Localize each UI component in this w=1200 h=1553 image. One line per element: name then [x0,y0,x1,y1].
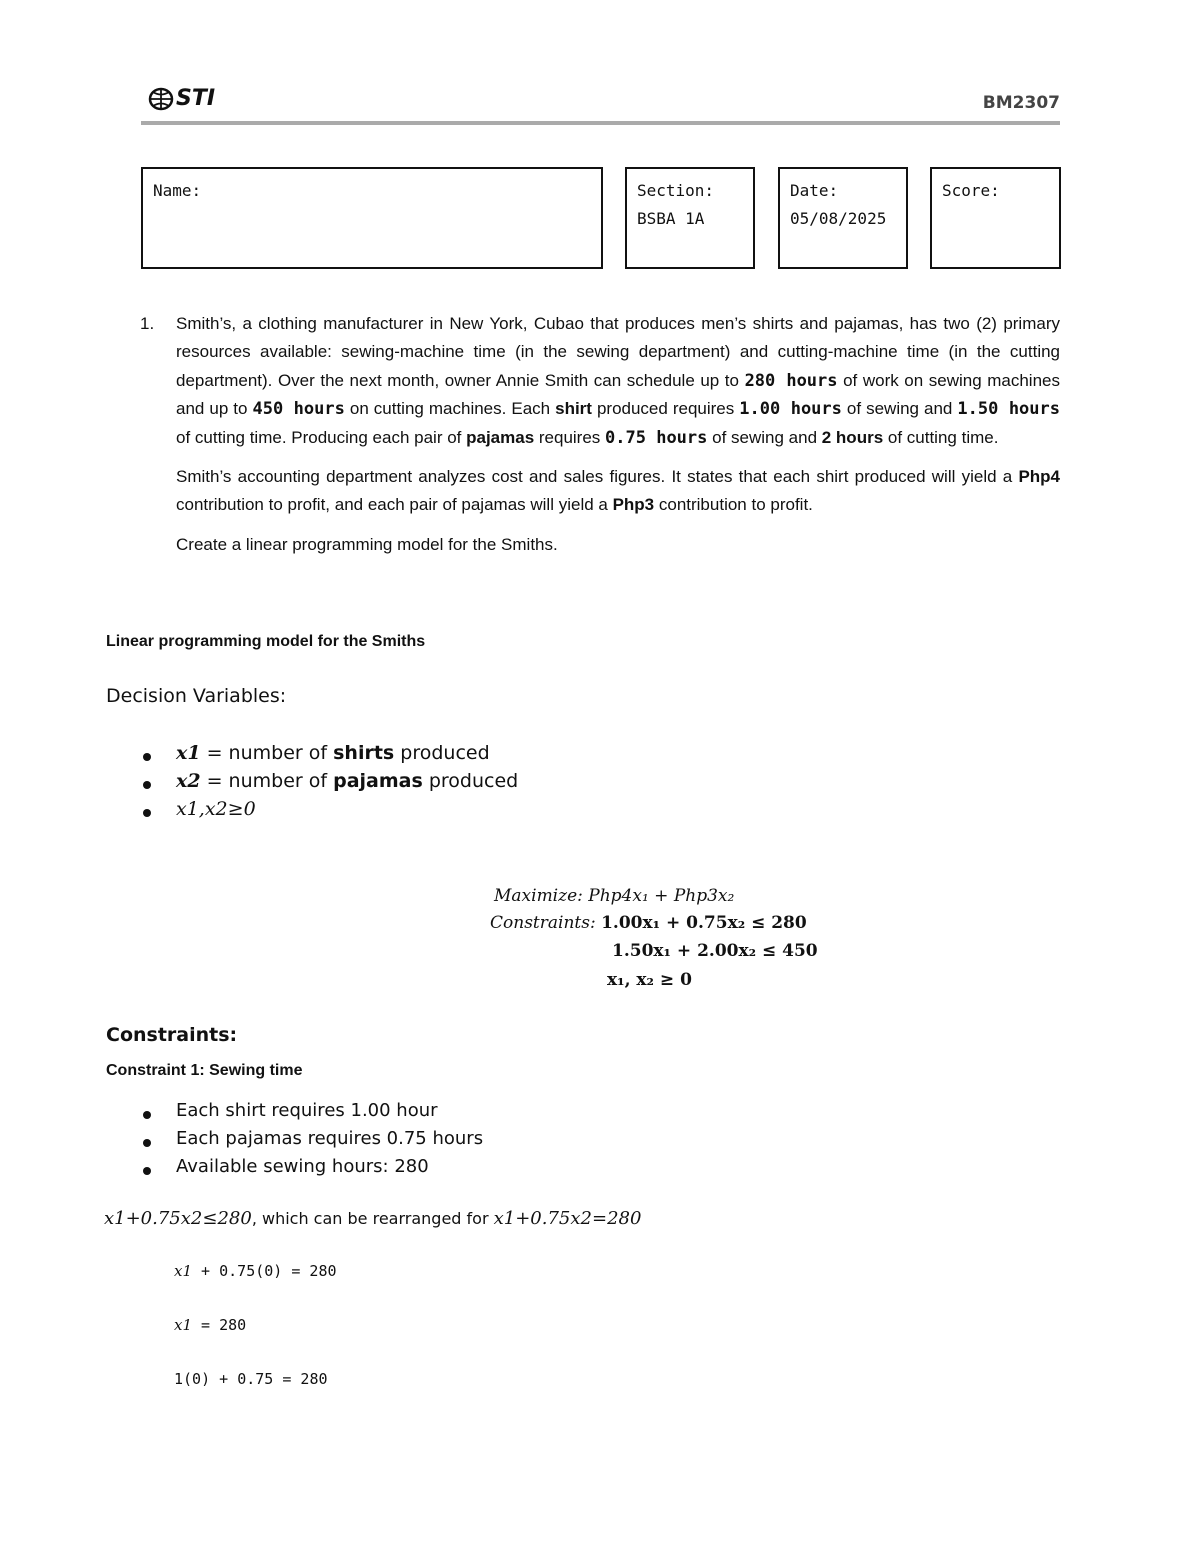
header-divider [141,121,1060,125]
constraint-equation-2: 1.50x₁ + 2.00x₂ ≤ 450 [612,941,818,961]
globe-icon [148,87,174,111]
work-line-3: 1(0) + 0.75 = 280 [174,1370,328,1388]
question-paragraph-1: Smith’s, a clothing manufacturer in New York, Cubao that produces men’s shirts and pajamas, has two (2) primary resources available: sewing-machine time (in the sewing department) and cutting-machine time (in the cutting department). Over the next month, owner Annie Smith can schedule up to 280 hours of work on sewing machines and up to 450 hours on cutting machines. Each shirt produced requires 1.00 hours of sewing and 1.50 hours of cutting time. Producing each pair of pajamas requires 0.75 hours of sewing and 2 hours of cutting time. [176,314,1061,448]
question-paragraph-2: Smith’s accounting department analyzes cost and sales figures. It states that each shirt produced will yield a Php4 contribution to profit, and each pair of pajamas will yield a Php3 contribution to profit. [176,467,1060,515]
model-heading: Linear programming model for the Smiths [106,633,426,650]
question-number: 1. [140,314,155,333]
rearrange-line: x1+0.75x2≤280, which can be rearranged for x1+0.75x2=280 [104,1208,642,1229]
document-code: BM2307 [982,93,1060,113]
list-item: x1,x2≥0 [140,798,518,826]
score-label: Score: [942,181,1000,200]
objective-function: Maximize: Php4x₁ + Php3x₂ [494,886,735,906]
constraint-equation-1: Constraints: 1.00x₁ + 0.75x₂ ≤ 280 [490,913,807,933]
bullet-icon [143,809,151,817]
bullet-icon [143,1139,151,1147]
date-value: 05/08/2025 [790,209,887,228]
date-box[interactable] [778,167,908,269]
constraint-1-list [140,1100,483,1184]
bullet-icon [143,753,151,761]
list-item: Available sewing hours: 280 [140,1156,483,1184]
work-line-2: x1 = 280 [174,1316,247,1334]
decision-variables-title: Decision Variables: [106,685,287,707]
question-1 [140,310,1060,570]
section-box[interactable] [625,167,755,269]
date-label: Date: [790,181,839,200]
name-label: Name: [153,181,202,200]
question-paragraph-3: Create a linear programming model for the Smiths. [176,534,558,554]
section-value: BSBA 1A [637,209,705,228]
nonnegativity-equation: x₁, x₂ ≥ 0 [607,970,692,990]
decision-variables-list [140,742,518,826]
bullet-icon [143,1167,151,1175]
score-box[interactable] [930,167,1061,269]
work-line-1: x1 + 0.75(0) = 280 [174,1262,337,1280]
bullet-icon [143,1111,151,1119]
name-box[interactable] [141,167,603,269]
constraint-1-heading: Constraint 1: Sewing time [106,1062,303,1079]
sti-logo [148,86,215,111]
list-item: x1 = number of shirts produced [140,742,518,770]
logo-text: STI [176,86,216,111]
list-item: x2 = number of pajamas produced [140,770,518,798]
constraints-heading: Constraints: [106,1024,238,1046]
bullet-icon [143,781,151,789]
section-label: Section: [637,181,715,200]
list-item: Each shirt requires 1.00 hour [140,1100,483,1128]
list-item: Each pajamas requires 0.75 hours [140,1128,483,1156]
